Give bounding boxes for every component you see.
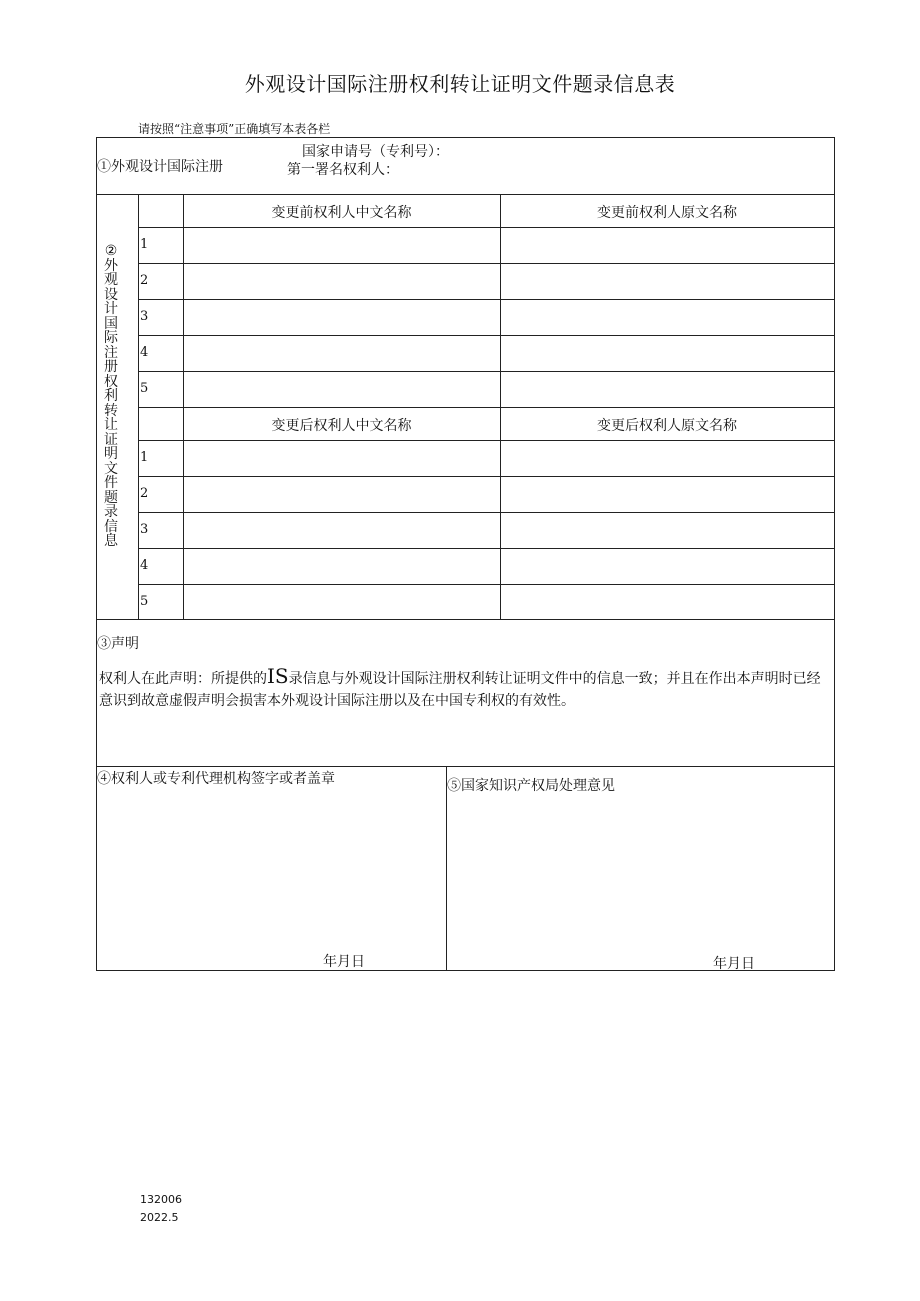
section1-label: ①外观设计国际注册: [97, 159, 223, 175]
col-after-original-name: 变更后权利人原文名称: [597, 418, 737, 434]
section2-side-label: ② 外 观 设 计 国 际 注 册 权 利 转 让 证 明 文 件 题 录 信 息: [104, 243, 118, 549]
col-before-cn-name: 变更前权利人中文名称: [271, 205, 412, 221]
divider: [138, 263, 834, 264]
section3-label: ③声明: [97, 636, 139, 652]
divider: [97, 194, 834, 195]
declaration-text: [99, 665, 832, 712]
divider: [138, 440, 834, 441]
section5-label: ⑤国家知识产权局处理意见: [447, 778, 615, 794]
declaration-part2: 录信息与外观设计国际注册权利转让证明文件中的信息一致；并且在作出本声明时已经意识到故意虚假声明会损害本外观设计国际注册以及在中国专利权的有效性。: [99, 671, 821, 709]
divider: [138, 548, 834, 549]
divider: [138, 476, 834, 477]
before-row-number: 3: [140, 309, 149, 324]
divider: [97, 619, 834, 620]
app-number-label: 国家申请号（专利号）：: [302, 144, 449, 160]
col-after-cn-name: 变更后权利人中文名称: [271, 418, 412, 434]
section4-date: 年月日: [323, 954, 365, 970]
after-row-number: 1: [140, 450, 149, 465]
after-row-number: 2: [140, 486, 149, 501]
registration-form: [96, 137, 835, 971]
form-title: 外观设计国际注册权利转让证明文件题录信息表: [244, 72, 676, 96]
before-row-number: 4: [140, 345, 149, 360]
after-row-number: 4: [140, 558, 149, 573]
divider: [138, 512, 834, 513]
divider: [97, 766, 834, 767]
form-version: 2022.5: [140, 1211, 179, 1224]
divider: [138, 299, 834, 300]
divider: [138, 335, 834, 336]
divider: [446, 766, 447, 971]
first-holder-label: 第一署名权利人：: [287, 162, 399, 178]
fill-instruction: 请按照“注意事项”正确填写本表各栏: [138, 122, 331, 136]
declaration-part1: 权利人在此声明：所提供的: [99, 671, 267, 687]
divider: [138, 584, 834, 585]
declaration-is: IS: [267, 664, 289, 688]
before-row-number: 1: [140, 237, 149, 252]
form-code: 132006: [140, 1193, 182, 1206]
section4-label: ④权利人或专利代理机构签字或者盖章: [97, 771, 335, 787]
after-row-number: 3: [140, 522, 149, 537]
after-row-number: 5: [140, 594, 149, 609]
divider: [138, 371, 834, 372]
section5-date: 年月日: [713, 956, 755, 972]
before-row-number: 2: [140, 273, 149, 288]
divider: [138, 407, 834, 408]
before-row-number: 5: [140, 381, 149, 396]
col-before-original-name: 变更前权利人原文名称: [597, 205, 737, 221]
divider: [138, 227, 834, 228]
